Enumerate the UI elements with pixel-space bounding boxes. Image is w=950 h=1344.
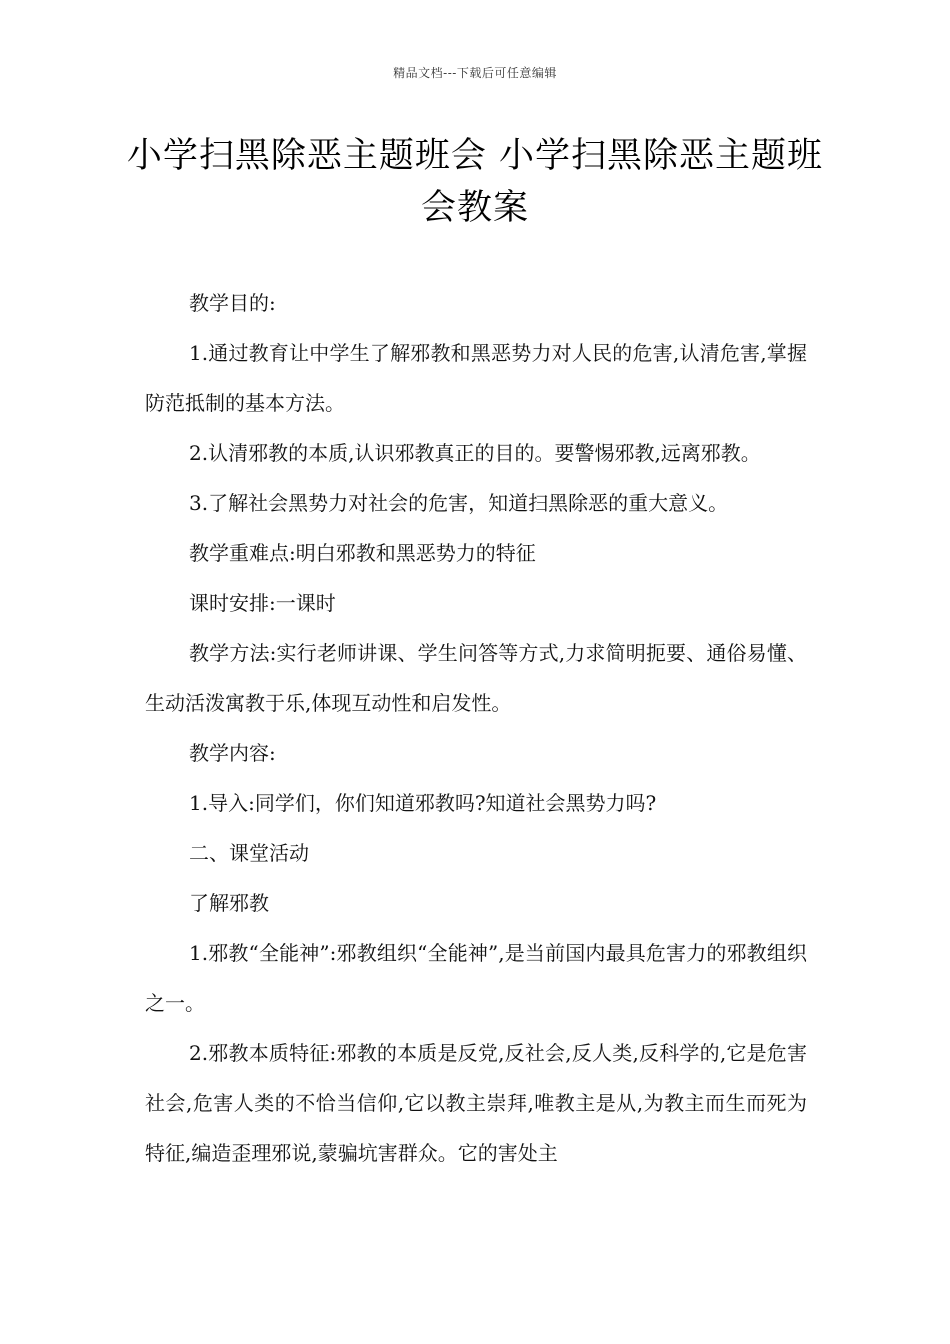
- document-body: [145, 278, 807, 1178]
- paragraph: 教学目的:: [189, 291, 276, 315]
- paragraph: 2.邪教本质特征:邪教的本质是反党,反社会,反人类,反科学的,它是危害社会,危害人类的不恰当信仰,它以教主崇拜,唯教主是从,为教主而生而死为特征,编造歪理邪说,蒙骗坑害群众。它的害处主: [145, 1041, 807, 1165]
- paragraph: 教学重难点:明白邪教和黑恶势力的特征: [189, 541, 536, 565]
- paragraph: 1.通过教育让中学生了解邪教和黑恶势力对人民的危害,认清危害,掌握防范抵制的基本方法。: [145, 341, 807, 415]
- paragraph: 1.邪教“全能神”:邪教组织“全能神”,是当前国内最具危害力的邪教组织之一。: [145, 941, 807, 1015]
- paragraph: 2.认清邪教的本质,认识邪教真正的目的。要警惕邪教,远离邪教。: [189, 441, 761, 465]
- header-note: 精品文档---下载后可任意编辑: [393, 66, 557, 80]
- paragraph: 教学方法:实行老师讲课、学生问答等方式,力求简明扼要、通俗易懂、生动活泼寓教于乐,体现互动性和启发性。: [145, 641, 807, 715]
- paragraph: 二、课堂活动: [189, 841, 309, 865]
- paragraph: 3.了解社会黑势力对社会的危害，知道扫黑除恶的重大意义。: [189, 491, 729, 515]
- paragraph: 了解邪教: [189, 891, 269, 915]
- document-title: 小学扫黑除恶主题班会 小学扫黑除恶主题班会教案: [126, 136, 824, 228]
- paragraph: 1.导入:同学们，你们知道邪教吗?知道社会黑势力吗?: [189, 791, 657, 815]
- paragraph: 教学内容:: [189, 741, 276, 765]
- paragraph: 课时安排:一课时: [189, 591, 336, 615]
